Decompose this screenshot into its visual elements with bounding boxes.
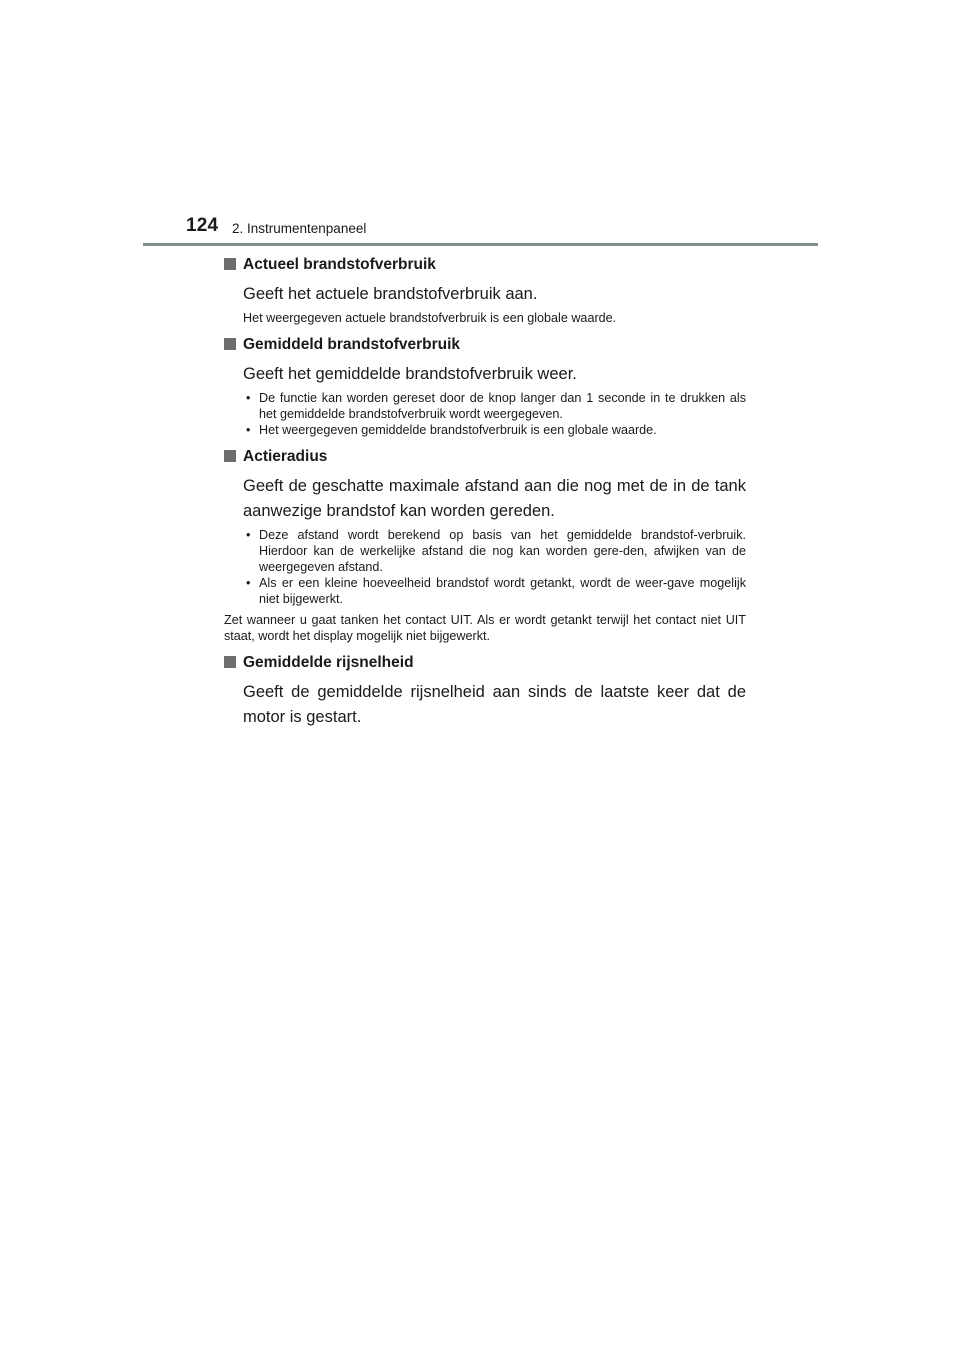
bullet-dot-icon: • xyxy=(246,528,251,542)
chapter-title: 2. Instrumentenpaneel xyxy=(232,221,367,236)
bullet-dot-icon: • xyxy=(246,391,251,405)
square-bullet-icon xyxy=(224,656,236,668)
section-note: Zet wanneer u gaat tanken het contact UIT. Als er wordt getankt terwijl het contact niet UIT staat, wordt het display mogelijk niet bijgewerkt. xyxy=(224,613,746,643)
list-item xyxy=(243,390,746,422)
bullet-dot-icon: • xyxy=(246,576,251,590)
header-rule xyxy=(143,243,818,246)
list-item-text: De functie kan worden gereset door de knop langer dan 1 seconde in te drukken als het gemiddelde brandstofverbruik wordt weergegeven. xyxy=(259,391,746,421)
list-item xyxy=(243,527,746,575)
bullet-list xyxy=(224,527,746,607)
list-item-text: Het weergegeven gemiddelde brandstofverbruik is een globale waarde. xyxy=(259,423,657,437)
section-gemiddeld-brandstofverbruik xyxy=(224,334,746,438)
list-item xyxy=(243,422,746,438)
page-content xyxy=(224,254,746,730)
section-lead: Geeft de gemiddelde rijsnelheid aan sinds de laatste keer dat de motor is gestart. xyxy=(243,683,746,726)
section-lead: Geeft het actuele brandstofverbruik aan. xyxy=(243,285,538,303)
list-item-text: Deze afstand wordt berekend op basis van het gemiddelde brandstof-verbruik. Hierdoor kan de werkelijke afstand die nog kan worden gere-den, afwijken van de weergegeven afstand. xyxy=(259,528,746,574)
section-actieradius xyxy=(224,446,746,644)
square-bullet-icon xyxy=(224,450,236,462)
heading-text: Actueel brandstofverbruik xyxy=(243,256,436,273)
page-number: 124 xyxy=(186,215,219,236)
heading-text: Actieradius xyxy=(243,448,328,465)
list-item-text: Als er een kleine hoeveelheid brandstof wordt getankt, wordt de weer-gave mogelijk niet bijgewerkt. xyxy=(259,576,746,606)
section-heading xyxy=(224,446,746,468)
section-actueel-brandstofverbruik xyxy=(224,254,746,326)
section-heading xyxy=(224,254,746,276)
section-lead: Geeft de geschatte maximale afstand aan die nog met de in de tank aanwezige brandstof kan worden gereden. xyxy=(243,477,746,520)
section-note: Het weergegeven actuele brandstofverbruik is een globale waarde. xyxy=(243,311,617,325)
square-bullet-icon xyxy=(224,338,236,350)
heading-text: Gemiddeld brandstofverbruik xyxy=(243,336,461,353)
section-heading xyxy=(224,334,746,356)
heading-text: Gemiddelde rijsnelheid xyxy=(243,654,414,671)
section-lead: Geeft het gemiddelde brandstofverbruik weer. xyxy=(243,365,577,383)
bullet-dot-icon: • xyxy=(246,423,251,437)
square-bullet-icon xyxy=(224,258,236,270)
bullet-list xyxy=(224,390,746,438)
list-item xyxy=(243,575,746,607)
section-gemiddelde-rijsnelheid xyxy=(224,652,746,730)
section-heading xyxy=(224,652,746,674)
